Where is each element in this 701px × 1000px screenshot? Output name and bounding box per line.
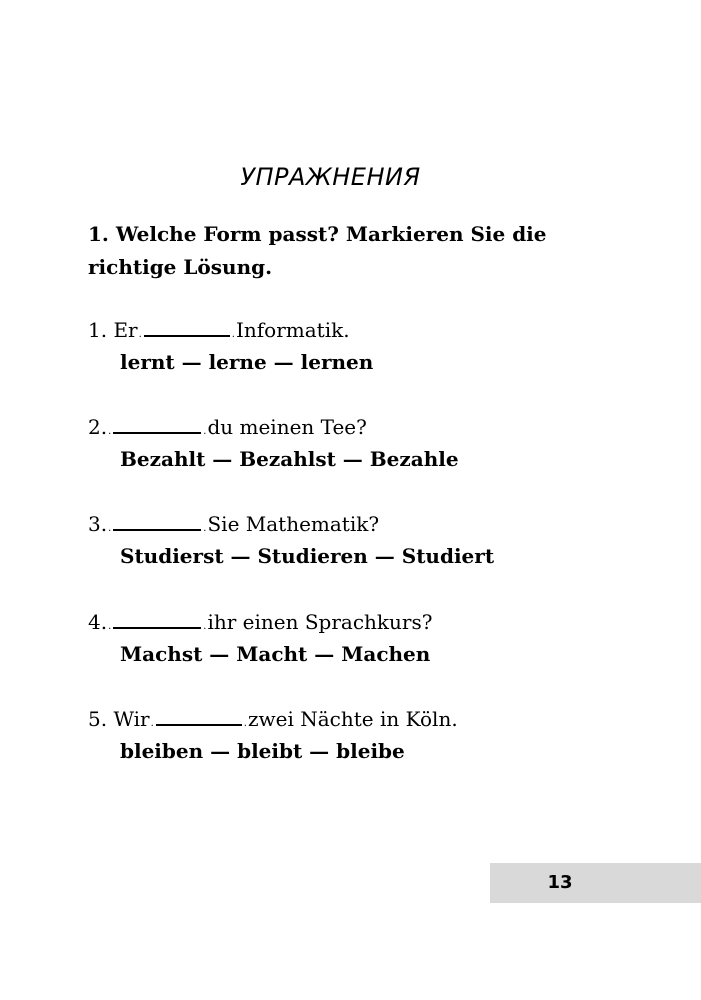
answer-options: Machst — Macht — Machen [120,642,431,666]
exercise-sentence: 4.. .ihr einen Sprachkurs? [88,610,433,634]
answer-options: bleiben — bleibt — bleibe [120,739,405,763]
exercise-item [88,314,648,378]
answer-options: lernt — lerne — lernen [120,350,374,374]
answer-options: Studierst — Studieren — Studiert [120,544,495,568]
answer-blank[interactable] [156,710,242,726]
instruction-line-2: richtige Lösung. [88,255,273,279]
page-number: 13 [547,872,573,893]
exercise-sentence: 5. Wir. .zwei Nächte in Köln. [88,707,458,731]
task-instruction [88,218,648,284]
exercise-item [88,411,648,475]
sentence-start: 4. [88,610,108,634]
sentence-end: ihr einen Sprachkurs? [207,610,433,634]
exercise-item [88,606,648,670]
sentence-start: 3. [88,512,108,536]
exercise-sentence: 3.. .Sie Mathematik? [88,512,380,536]
exercise-sentence: 1. Er. .Informatik. [88,318,350,342]
answer-blank[interactable] [113,515,201,531]
exercise-item [88,508,648,572]
answer-blank[interactable] [144,321,230,337]
page-heading: УПРАЖНЕНИЯ [240,163,421,191]
answer-options: Bezahlt — Bezahlst — Bezahle [120,447,459,471]
sentence-start: 2. [88,415,108,439]
sentence-start: 5. Wir [88,707,150,731]
exercise-sentence: 2.. .du meinen Tee? [88,415,367,439]
sentence-end: Informatik. [235,318,350,342]
sentence-end: Sie Mathematik? [207,512,380,536]
sentence-end: du meinen Tee? [207,415,367,439]
sentence-end: zwei Nächte in Köln. [247,707,458,731]
instruction-line-1: 1. Welche Form passt? Markieren Sie die [88,222,547,246]
sentence-start: 1. Er [88,318,138,342]
page-number-tab [490,863,701,903]
exercise-item [88,703,648,767]
answer-blank[interactable] [113,418,201,434]
answer-blank[interactable] [113,613,201,629]
